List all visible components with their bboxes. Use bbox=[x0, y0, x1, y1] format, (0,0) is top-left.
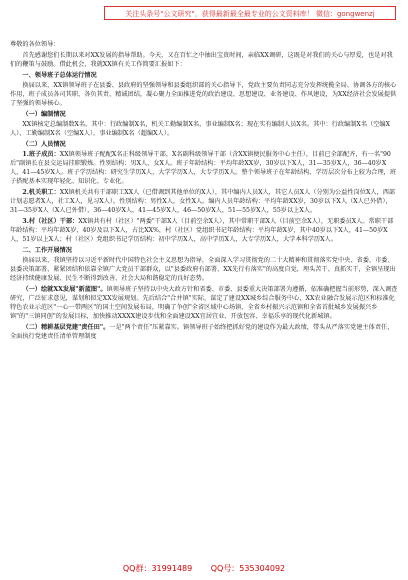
document-body bbox=[10, 40, 398, 343]
village-cadres-text: XX镇共有村（社区）"两委"干部X人（目前空余X人），其中常职干部X人（目前空余X人），无职委员X人。常职干部年龄结构：平均年龄X岁，40岁及以下X人，占比XX%，村（社区）党组织书记年龄结构：平均年龄X岁，其中40岁以下X人，41—50岁X人，51岁以上X人；村（社区）党组织书记学历结构：初中学历X人，高中学历X人，大专学历X人，大学本科学历X人。 bbox=[10, 218, 394, 243]
party-building-lead: （二）精耕基层党建"责任田"。 bbox=[22, 324, 110, 331]
staff-text: XX镇机关共有干部职工XX人（已借调到其他单位的X人），其中编内人员X人，其它人员X人（分别为公益性岗位X人，西部计划志愿者X人，社工X人，见习X人）。性别结构：男性X人，女性X人。编内人员年龄结构：平均年龄XX岁，30岁以下X人（X人已外借），31—35岁X人（X人已外借），36—40岁X人，41—45岁X人，46—50岁X人，51—55岁X人，55岁以上X人。 bbox=[10, 189, 396, 214]
subsection-heading-personnel: （二）人员情况 bbox=[22, 141, 66, 148]
work-paragraph: 换届以来，我镇坚持以习近平新时代中国特色社会主义思想为指导，全面深入学习贯彻党的二十大精神和贯彻落实党中央、省委、市委、县委决策部署，紧紧团结和依靠全镇广大党员干部群众，以"县委政府有部署、XX先行有落实"的高度自觉，埋头苦干、真抓实干，全镇呈现出经济持续健康发展、民生不断得到改善、社会大局和谐稳定的良好态势。 bbox=[10, 257, 396, 282]
promo-banner: 关注头条号"公文研究"，获得最新最全最专业的公文资料库！ 微信：gongwenzj bbox=[104, 6, 396, 20]
leadership-paragraph: 换届以来，XX镇领导班子在县委、县政府的坚强领导和县委组织部的关心指导下，党政主要负责同志充分发挥统揽全局、协调各方的核心作用，班子成员各司其职、各负其责、精诚团结，凝心聚力全面推进党的政治建设、思想建设、业务建设、作风建设，为XX经济社会发展提供了坚强的领导核心。 bbox=[10, 82, 397, 107]
village-cadres-lead: 3.村（社区）干部： bbox=[22, 218, 79, 225]
footer-qq-number: QQ号：535304092 bbox=[210, 564, 286, 573]
blueprint-paragraph bbox=[10, 285, 398, 321]
footer-qq-group: QQ群：31991489 bbox=[122, 564, 193, 573]
footer-contact bbox=[0, 563, 408, 577]
section-heading-leadership: 一、领导班子总体运行情况 bbox=[22, 72, 97, 79]
party-building-text: 一是"两个责任"压紧靠实。镇领导班子始终把抓好党的建设作为最大政绩，带头从严落实党建主体责任，全面执行党建责任清单管理制度 bbox=[10, 324, 394, 340]
party-building-paragraph bbox=[10, 323, 398, 341]
blueprint-lead: （一）绘就XX发展"新蓝图"。 bbox=[22, 286, 107, 293]
village-cadres-paragraph bbox=[10, 217, 398, 244]
intro-paragraph: 首先感谢您们长期以来对XX发展的指导帮助。今天，又在百忙之中抽出宝贵时间，亲临XX调研，这既是对我们的关心与厚爱，也是对我们的鞭策与鼓励。借此机会，我就XX镇有关工作简要汇报如下： bbox=[10, 52, 393, 68]
staffing-paragraph: XX镇核定总编制数X名。其中：行政编制X名，机关工勤编制X名，事业编制X名；现在实有编制人员X名。其中：行政编制X名（空编X人），工勤编制X名（空编X人），事业编制X名（超编X人）。 bbox=[10, 121, 390, 137]
section-heading-work: 二、工作开展情况 bbox=[22, 247, 72, 254]
blueprint-text: 镇领导班子坚持以中央大政方针和省委、市委、县委重大决策部署为遵循，依准确把握当前形势，深入调查研究，广泛征求意见，谋划和拟定XX发展规划。先后结合"合并镇"实际，谋定了建设XX城乡综合服务中心、XX农业融合发展示范区和标准化特色农业示范区"一心一带两区"的国土空间发展布局，明确了争创"全省区域中心场镇、全省乡村振兴示范镇和全省首批城乡发展振兴乡镇"的"三镇同创"的发展目标，加快推动XXXX建设步伐和全面建设XX宜居宜业、开放包容、幸福乐享的现代化新城镇。 bbox=[10, 286, 398, 320]
team-members-text: XX镇领导班子配配X名正科级领导干部，X名副科级领导干部（含XX镇便民服务中心主任），目前已全部配齐，有一名"90后"副镇长在县交运局挂职锻炼。性别结构：男X人，女X人。班子年龄结构：平均年龄XX岁，30岁以下X人，31—35岁X人，36—40岁X人，41—45岁X人。班子学历结构：研究生学历X人，大学学历X人，大专学历X人。整个领导班子在年龄结构、学历层次分布上较为合理，班子搭配基本实现年轻化、知识化、专业化。 bbox=[10, 151, 397, 185]
team-members-paragraph bbox=[10, 150, 398, 186]
team-members-lead: 1.班子成员： bbox=[22, 151, 60, 158]
staff-lead: 2.机关职工： bbox=[22, 189, 60, 196]
staff-paragraph bbox=[10, 188, 398, 215]
subsection-heading-staffing: （一）编制情况 bbox=[22, 111, 66, 118]
salutation: 尊敬的各位领导： bbox=[10, 41, 60, 48]
